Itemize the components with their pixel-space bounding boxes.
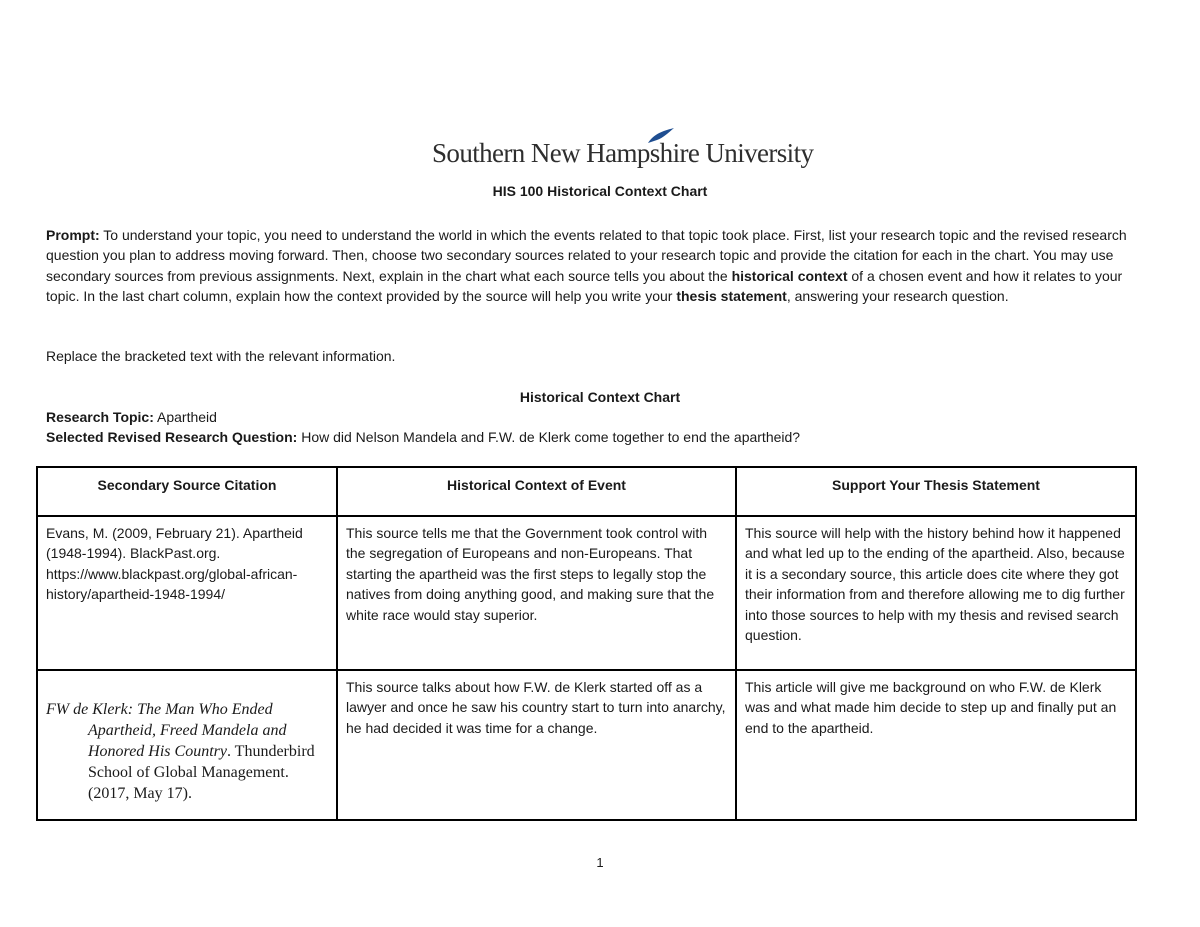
context-cell: This source tells me that the Government took control with the segregation of Europeans and non-Europeans. That starting the apartheid was the first steps to legally stop the natives from doing anything good, and making sure that the white race would stay superior. <box>337 516 736 670</box>
chart-heading: Historical Context Chart <box>519 389 681 405</box>
table-row <box>37 670 1136 820</box>
prompt-label: Prompt: <box>46 227 100 243</box>
research-question-label: Selected Revised Research Question: <box>46 429 298 445</box>
university-logo <box>432 128 814 174</box>
header-context: Historical Context of Event <box>337 467 736 516</box>
citation-text <box>46 699 328 804</box>
thesis-cell: This article will give me background on who F.W. de Klerk was and what made him decide to step up and finally put an end to the apartheid. <box>736 670 1136 820</box>
thesis-cell: This source will help with the history behind how it happened and what led up to the ending of the apartheid. Also, because it is a secondary source, this article does cite where they got their information from and therefore allowing me to dig further into those sources to help with my thesis and revised search question. <box>736 516 1136 670</box>
header-citation: Secondary Source Citation <box>37 467 337 516</box>
citation-title: FW de Klerk: The Man Who Ended Apartheid, Freed Mandela and Honored His Country <box>46 701 287 760</box>
prompt-text-2: of a chosen event and how it relates to your topic. In the last chart column, explain how the context provided by the source will help you write your <box>46 267 1123 305</box>
prompt-paragraph <box>46 225 1156 307</box>
citation-publisher: . Thunderbird School of Global Management. (2017, May 17). <box>88 743 315 802</box>
header-thesis: Support Your Thesis Statement <box>736 467 1136 516</box>
prompt-text-1: To understand your topic, you need to understand the world in which the events related to that topic took place. First, list your research topic and the revised research question you plan to address moving forward. Then, choose two secondary sources related to your research topic and provide the citation for each in the chart. You may use secondary sources from previous assignments. Next, explain in the chart what each source tells you about the <box>46 227 1127 284</box>
research-topic-label: Research Topic: <box>46 409 154 425</box>
citation-cell: Evans, M. (2009, February 21). Apartheid (1948-1994). BlackPast.org. https://www.blackpast.org/global-african-history/apartheid-1948-1994/ <box>37 516 337 670</box>
logo-wordmark: Southern New Hampshire University <box>432 138 814 168</box>
prompt-bold-thesis-statement: thesis statement <box>676 288 787 305</box>
context-cell: This source talks about how F.W. de Klerk started off as a lawyer and once he saw his country start to turn into anarchy, he had decided it was time for a change. <box>337 670 736 820</box>
research-topic <box>46 409 217 425</box>
document-title: HIS 100 Historical Context Chart <box>492 183 708 199</box>
citation-cell <box>37 670 337 820</box>
table-header-row <box>37 467 1136 516</box>
research-topic-value: Apartheid <box>153 409 217 425</box>
flag-icon <box>646 128 676 144</box>
page-number: 1 <box>596 855 604 870</box>
prompt-bold-historical-context: historical context <box>731 267 848 284</box>
historical-context-table <box>36 466 1137 821</box>
table-row <box>37 516 1136 670</box>
research-question-value: How did Nelson Mandela and F.W. de Klerk come together to end the apartheid? <box>297 429 801 445</box>
research-question <box>46 429 800 445</box>
prompt-text-3: , answering your research question. <box>786 288 1009 305</box>
replace-instruction: Replace the bracketed text with the relevant information. <box>46 348 396 364</box>
